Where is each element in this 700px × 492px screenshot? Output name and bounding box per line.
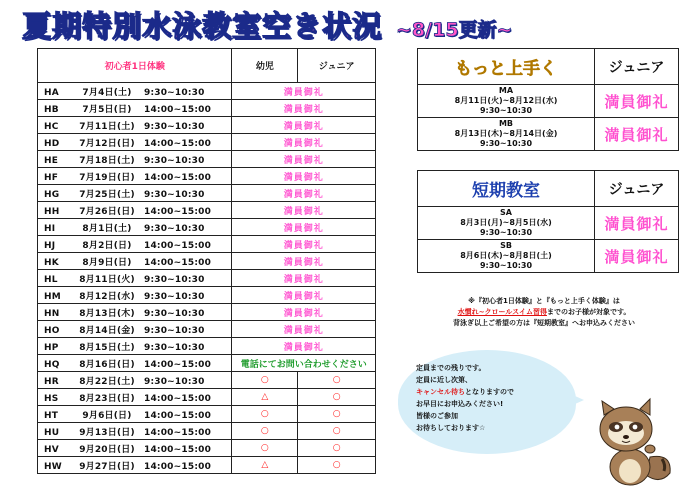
table-row	[38, 287, 376, 304]
session-date: 9月13日(日)	[79, 427, 135, 438]
session-time: 14:00~15:00	[144, 427, 212, 438]
table-row	[38, 253, 376, 270]
table-row	[418, 207, 679, 240]
session-code: HS	[44, 393, 59, 404]
motto-body	[418, 85, 679, 151]
speech-bubble	[398, 350, 576, 454]
junior-availability-mark: ○	[298, 440, 376, 457]
session-code: HH	[44, 206, 60, 217]
session-date: 8月23日(日)	[79, 393, 135, 404]
table-row	[38, 355, 376, 372]
session-cell	[38, 457, 232, 474]
table-row	[38, 117, 376, 134]
session-time: 9:30~10:30	[479, 139, 533, 148]
session-cell	[38, 406, 232, 423]
session-code: HN	[44, 308, 60, 319]
session-code: HI	[44, 223, 56, 234]
session-date: 7月12日(日)	[79, 138, 135, 149]
session-time: 9:30~10:30	[479, 228, 533, 237]
session-time: 14:00~15:00	[144, 104, 212, 115]
session-cell	[38, 219, 232, 236]
session-cell	[38, 287, 232, 304]
table-row	[418, 85, 679, 118]
junior-availability-mark: ○	[298, 423, 376, 440]
note-line-2-rest: までのお子様が対象です。	[546, 308, 631, 316]
session-date: 7月5日(日)	[82, 104, 132, 115]
session-date: 8月16日(日)	[79, 359, 135, 370]
full-status: 満員御礼	[232, 117, 376, 134]
session-date: 8月14日(金)	[79, 325, 135, 336]
session-date: 9月6日(日)	[82, 410, 132, 421]
schedule-body	[38, 83, 376, 474]
table-row	[418, 240, 679, 273]
session-date: 9月27日(日)	[79, 461, 135, 472]
session-time: 9:30~10:30	[144, 376, 205, 387]
session-cell	[418, 240, 595, 273]
tanki-table	[417, 170, 679, 273]
session-dates: 8月13日(木)~8月14日(金)	[454, 129, 558, 138]
note-line-3: 背泳ぎ以上ご希望の方は『短期教室』へお申込みください	[453, 319, 635, 327]
table-row	[38, 100, 376, 117]
session-cell	[38, 355, 232, 372]
full-status: 満員御礼	[232, 168, 376, 185]
junior-availability-mark: ○	[298, 372, 376, 389]
table-row	[38, 185, 376, 202]
full-status: 満員御礼	[595, 85, 679, 118]
youji-header: 幼児	[232, 49, 298, 83]
session-date: 9月20日(日)	[79, 444, 135, 455]
page-title: 夏期特別水泳教室空き状況	[22, 9, 383, 43]
motto-junior-header: ジュニア	[595, 49, 679, 85]
motto-title: もっと上手く	[418, 49, 595, 85]
session-cell	[38, 423, 232, 440]
page-header	[22, 4, 512, 44]
full-status: 満員御礼	[232, 338, 376, 355]
note-red-text: 水慣れ~クロールスイム習得	[457, 308, 547, 316]
session-date: 8月22日(土)	[79, 376, 135, 387]
full-status: 満員御礼	[232, 134, 376, 151]
tanki-header-row	[418, 171, 679, 207]
note-line-2	[398, 307, 690, 318]
session-time: 14:00~15:00	[144, 359, 212, 370]
session-cell	[38, 253, 232, 270]
session-code: HT	[44, 410, 59, 421]
session-time: 14:00~15:00	[144, 393, 212, 404]
table-row	[38, 219, 376, 236]
bubble-line-6: お待ちしております☆	[416, 424, 486, 432]
session-cell	[38, 185, 232, 202]
full-status: 満員御礼	[232, 219, 376, 236]
session-code: HJ	[44, 240, 56, 251]
session-code: HD	[44, 138, 60, 149]
session-time: 9:30~10:30	[144, 155, 205, 166]
table-row	[38, 423, 376, 440]
session-dates: 8月11日(火)~8月12日(水)	[454, 96, 558, 105]
session-cell	[38, 236, 232, 253]
session-dates: 8月6日(木)~8月8日(土)	[460, 251, 552, 260]
junior-availability-mark: ○	[298, 406, 376, 423]
table-row	[38, 457, 376, 474]
session-code: MA	[498, 86, 514, 95]
table-row	[38, 168, 376, 185]
session-time: 9:30~10:30	[479, 261, 533, 270]
session-date: 7月4日(土)	[82, 87, 132, 98]
full-status: 満員御礼	[232, 287, 376, 304]
session-time: 9:30~10:30	[144, 87, 205, 98]
session-time: 9:30~10:30	[144, 291, 205, 302]
full-status: 満員御礼	[595, 118, 679, 151]
session-time: 9:30~10:30	[144, 189, 205, 200]
session-time: 9:30~10:30	[144, 223, 205, 234]
youji-availability-mark: ○	[232, 440, 298, 457]
full-status: 満員御礼	[595, 240, 679, 273]
full-status: 満員御礼	[232, 304, 376, 321]
session-cell	[38, 151, 232, 168]
table-header-row	[38, 49, 376, 83]
session-date: 7月11日(土)	[79, 121, 135, 132]
full-status: 満員御礼	[232, 321, 376, 338]
session-cell	[38, 100, 232, 117]
session-code: HP	[44, 342, 59, 353]
session-cell	[418, 118, 595, 151]
bubble-red-text: キャンセル待ち	[416, 388, 465, 396]
table-row	[418, 118, 679, 151]
session-time: 9:30~10:30	[144, 274, 205, 285]
session-code: HM	[44, 291, 61, 302]
session-date: 8月1日(土)	[82, 223, 132, 234]
session-dates: 8月3日(月)~8月5日(水)	[460, 218, 552, 227]
session-code: HB	[44, 104, 59, 115]
session-code: MB	[498, 119, 514, 128]
session-cell	[38, 270, 232, 287]
full-status: 満員御礼	[232, 236, 376, 253]
session-code: SA	[500, 208, 512, 217]
session-cell	[38, 202, 232, 219]
session-code: HU	[44, 427, 60, 438]
table-row	[38, 304, 376, 321]
junior-availability-mark: ○	[298, 457, 376, 474]
junior-header: ジュニア	[298, 49, 376, 83]
session-code: HF	[44, 172, 59, 183]
table-row	[38, 321, 376, 338]
session-date: 8月2日(日)	[82, 240, 132, 251]
session-cell	[418, 85, 595, 118]
session-time: 14:00~15:00	[144, 257, 212, 268]
full-status: 満員御礼	[232, 270, 376, 287]
raccoon-mascot-icon	[580, 395, 676, 487]
phone-inquiry-status: 電話にてお問い合わせください	[232, 355, 376, 372]
tanki-body	[418, 207, 679, 273]
session-cell	[38, 83, 232, 100]
session-cell	[38, 321, 232, 338]
update-label: ~8/15更新~	[396, 19, 513, 41]
session-code: HL	[44, 274, 58, 285]
youji-availability-mark: ○	[232, 423, 298, 440]
session-code: HQ	[44, 359, 60, 370]
session-date: 7月18日(土)	[79, 155, 135, 166]
session-cell	[38, 372, 232, 389]
tanki-junior-header: ジュニア	[595, 171, 679, 207]
tanki-title: 短期教室	[418, 171, 595, 207]
session-code: HE	[44, 155, 59, 166]
session-cell	[38, 440, 232, 457]
eligibility-note	[398, 296, 690, 329]
youji-availability-mark: △	[232, 389, 298, 406]
table-row	[38, 236, 376, 253]
session-date: 7月25日(土)	[79, 189, 135, 200]
session-time: 9:30~10:30	[144, 121, 205, 132]
session-cell	[38, 389, 232, 406]
full-status: 満員御礼	[232, 100, 376, 117]
bubble-line-2: 定員に近し次第、	[416, 376, 472, 384]
table-row	[38, 406, 376, 423]
table-row	[38, 83, 376, 100]
full-status: 満員御礼	[232, 151, 376, 168]
session-code: HG	[44, 189, 60, 200]
full-status: 満員御礼	[595, 207, 679, 240]
table-row	[38, 338, 376, 355]
session-date: 8月15日(土)	[79, 342, 135, 353]
beginner-schedule-table	[37, 48, 376, 474]
session-cell	[38, 134, 232, 151]
junior-availability-mark: ○	[298, 389, 376, 406]
session-date: 8月9日(日)	[82, 257, 132, 268]
motto-header-row	[418, 49, 679, 85]
bubble-line-3	[416, 386, 558, 398]
session-time: 14:00~15:00	[144, 172, 212, 183]
session-time: 14:00~15:00	[144, 444, 212, 455]
full-status: 満員御礼	[232, 185, 376, 202]
youji-availability-mark: ○	[232, 406, 298, 423]
bubble-line-1: 定員までの残りです。	[416, 364, 486, 372]
table-row	[38, 389, 376, 406]
session-time: 14:00~15:00	[144, 461, 212, 472]
session-time: 14:00~15:00	[144, 138, 212, 149]
session-time: 14:00~15:00	[144, 240, 212, 251]
session-cell	[38, 117, 232, 134]
full-status: 満員御礼	[232, 253, 376, 270]
session-cell	[38, 304, 232, 321]
session-code: HR	[44, 376, 59, 387]
session-date: 8月12日(水)	[79, 291, 135, 302]
table-row	[38, 270, 376, 287]
session-code: HV	[44, 444, 59, 455]
full-status: 満員御礼	[232, 83, 376, 100]
session-time: 14:00~15:00	[144, 410, 212, 421]
bubble-line-3-rest: となりますので	[465, 388, 514, 396]
session-time: 9:30~10:30	[144, 325, 205, 336]
youji-availability-mark: △	[232, 457, 298, 474]
bubble-line-4: お早目にお申込みください!	[416, 400, 504, 408]
session-cell	[38, 168, 232, 185]
session-code: HK	[44, 257, 59, 268]
session-code: HO	[44, 325, 60, 336]
session-cell	[418, 207, 595, 240]
session-date: 7月19日(日)	[79, 172, 135, 183]
youji-availability-mark: ○	[232, 372, 298, 389]
session-date: 7月26日(日)	[79, 206, 135, 217]
session-date: 8月11日(火)	[79, 274, 135, 285]
bubble-line-5: 皆様のご参加	[416, 412, 458, 420]
session-date: 8月13日(木)	[79, 308, 135, 319]
table-row	[38, 151, 376, 168]
table-row	[38, 440, 376, 457]
table-row	[38, 202, 376, 219]
course-name-header: 初心者1日体験	[38, 49, 232, 83]
table-row	[38, 134, 376, 151]
note-line-1: ※『初心者1日体験』と『もっと上手く体験』は	[468, 297, 620, 305]
session-code: SB	[500, 241, 512, 250]
session-time: 9:30~10:30	[144, 308, 205, 319]
session-time: 9:30~10:30	[144, 342, 205, 353]
session-code: HC	[44, 121, 59, 132]
session-time: 14:00~15:00	[144, 206, 212, 217]
session-cell	[38, 338, 232, 355]
table-row	[38, 372, 376, 389]
full-status: 満員御礼	[232, 202, 376, 219]
motto-table	[417, 48, 679, 151]
session-time: 9:30~10:30	[479, 106, 533, 115]
session-code: HA	[44, 87, 59, 98]
session-code: HW	[44, 461, 62, 472]
